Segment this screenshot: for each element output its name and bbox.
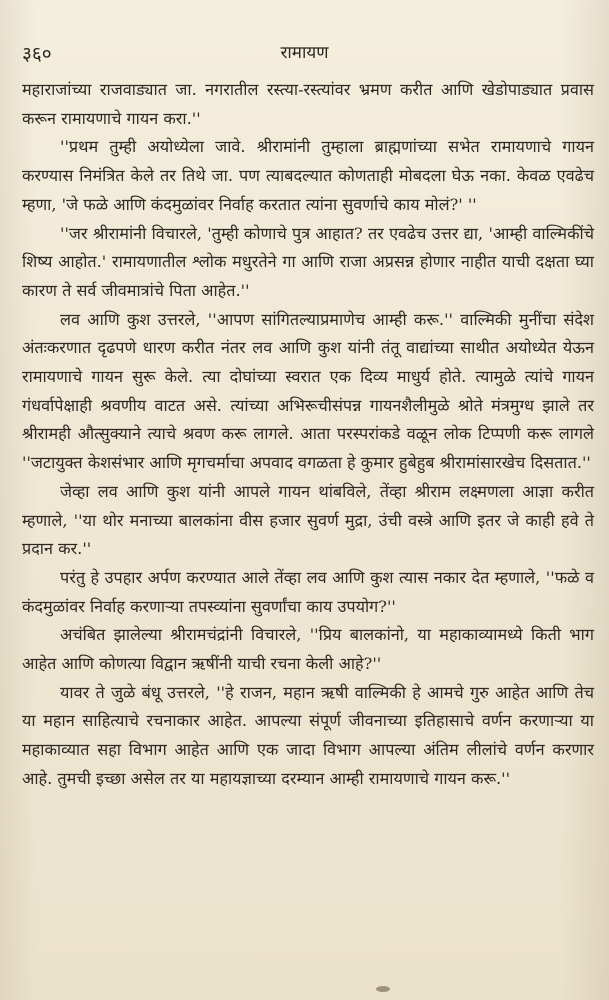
paragraph-8: यावर ते जुळे बंधू उत्तरले, ''हे राजन, महान ऋषी वाल्मिकी हे आमचे गुरु आहेत आणि तेच या महान साहित्याचे रचनाकार आहेत. आपल्या संपूर्ण जीवनाच्या इतिहासाचे वर्णन करणाऱ्या या महाकाव्यात सहा विभाग आहेत आणि एक जादा विभाग आपल्या अंतिम लीलांचे वर्णन करणार आहे. तुमची इच्छा असेल तर या महायज्ञाच्या दरम्यान आम्ही रामायणाचे गायन करू.'' [22,682,594,788]
paragraph-7: अचंबित झालेल्या श्रीरामचंद्रांनी विचारले, ''प्रिय बालकांनो, या महाकाव्यामध्ये किती भाग आहेत आणि कोणत्या विद्वान ऋषींनी याची रचना केली आहे?'' [22,625,594,674]
paragraph-4: लव आणि कुश उत्तरले, ''आपण सांगितल्याप्रमाणेच आम्ही करू.'' वाल्मिकी मुनींचा संदेश अंतःकरणात दृढपणे धारण करीत नंतर लव आणि कुश यांनी तंतू वाद्यांच्या साथीत अयोध्येत येऊन रामायणाचे गायन सुरू केले. त्या दोघांच्या स्वरात एक दिव्य माधुर्य होते. त्यामुळे त्यांचे गायन गंधर्वापेक्षाही श्रवणीय वाटत असे. त्यांच्या अभिरूचीसंपन्न गायनशैलीमुळे श्रोते मंत्रमुग्ध झाले तर श्रीरामही औत्सुक्याने त्याचे श्रवण करू लागले. आता परस्परांकडे वळून लोक टिप्पणी करू लागले ''जटायुक्त केशसंभार आणि मृगचर्माचा अपवाद वगळता हे कुमार हुबेहुब श्रीरामांसारखेच दिसतात.'' [22,309,594,473]
page-number: ३६० [22,43,52,65]
paragraph-6: परंतु हे उपहार अर्पण करण्यात आले तेंव्हा लव आणि कुश त्यास नकार देत म्हणाले, ''फळे व कंदमुळांवर निर्वाह करणाऱ्या तपस्व्यांना सुवर्णांचा काय उपयोग?'' [22,567,594,616]
paragraph-5: जेव्हा लव आणि कुश यांनी आपले गायन थांबविले, तेंव्हा श्रीराम लक्ष्मणला आज्ञा करीत म्हणाले, ''या थोर मनाच्या बालकांना वीस हजार सुवर्ण मुद्रा, उंची वस्त्रे आणि इतर जे काही हवे ते प्रदान कर.'' [22,481,594,559]
page-header [0,40,609,68]
body-text [22,76,594,794]
ink-smudge [376,986,390,992]
paragraph-3: ''जर श्रीरामांनी विचारले, 'तुम्ही कोणाचे पुत्र आहात? तर एवढेच उत्तर द्या, 'आम्ही वाल्मिकींचे शिष्य आहोत.' रामायणातील श्लोक मधुरतेने गा आणि राजा अप्रसन्न होणार नाहीत याची दक्षता घ्या कारण ते सर्व जीवमात्रांचे पिता आहेत.'' [22,223,594,300]
paragraph-1: महाराजांच्या राजवाड्यात जा. नगरातील रस्त्या-रस्त्यांवर भ्रमण करीत आणि खेडोपाड्यात प्रवास करून रामायणाचे गायन करा.'' [22,80,594,128]
paragraph-2: ''प्रथम तुम्ही अयोध्येला जावे. श्रीरामांनी तुम्हाला ब्राह्मणांच्या सभेत रामायणाचे गायन करण्यास निमंत्रित केले तर तिथे जा. पण त्याबदल्यात कोणताही मोबदला घेऊ नका. केवळ एवढेच म्हणा, 'जे फळे आणि कंदमुळांवर निर्वाह करतात त्यांना सुवर्णाचे काय मोलं?' '' [22,137,594,214]
running-title: रामायण [280,43,329,63]
